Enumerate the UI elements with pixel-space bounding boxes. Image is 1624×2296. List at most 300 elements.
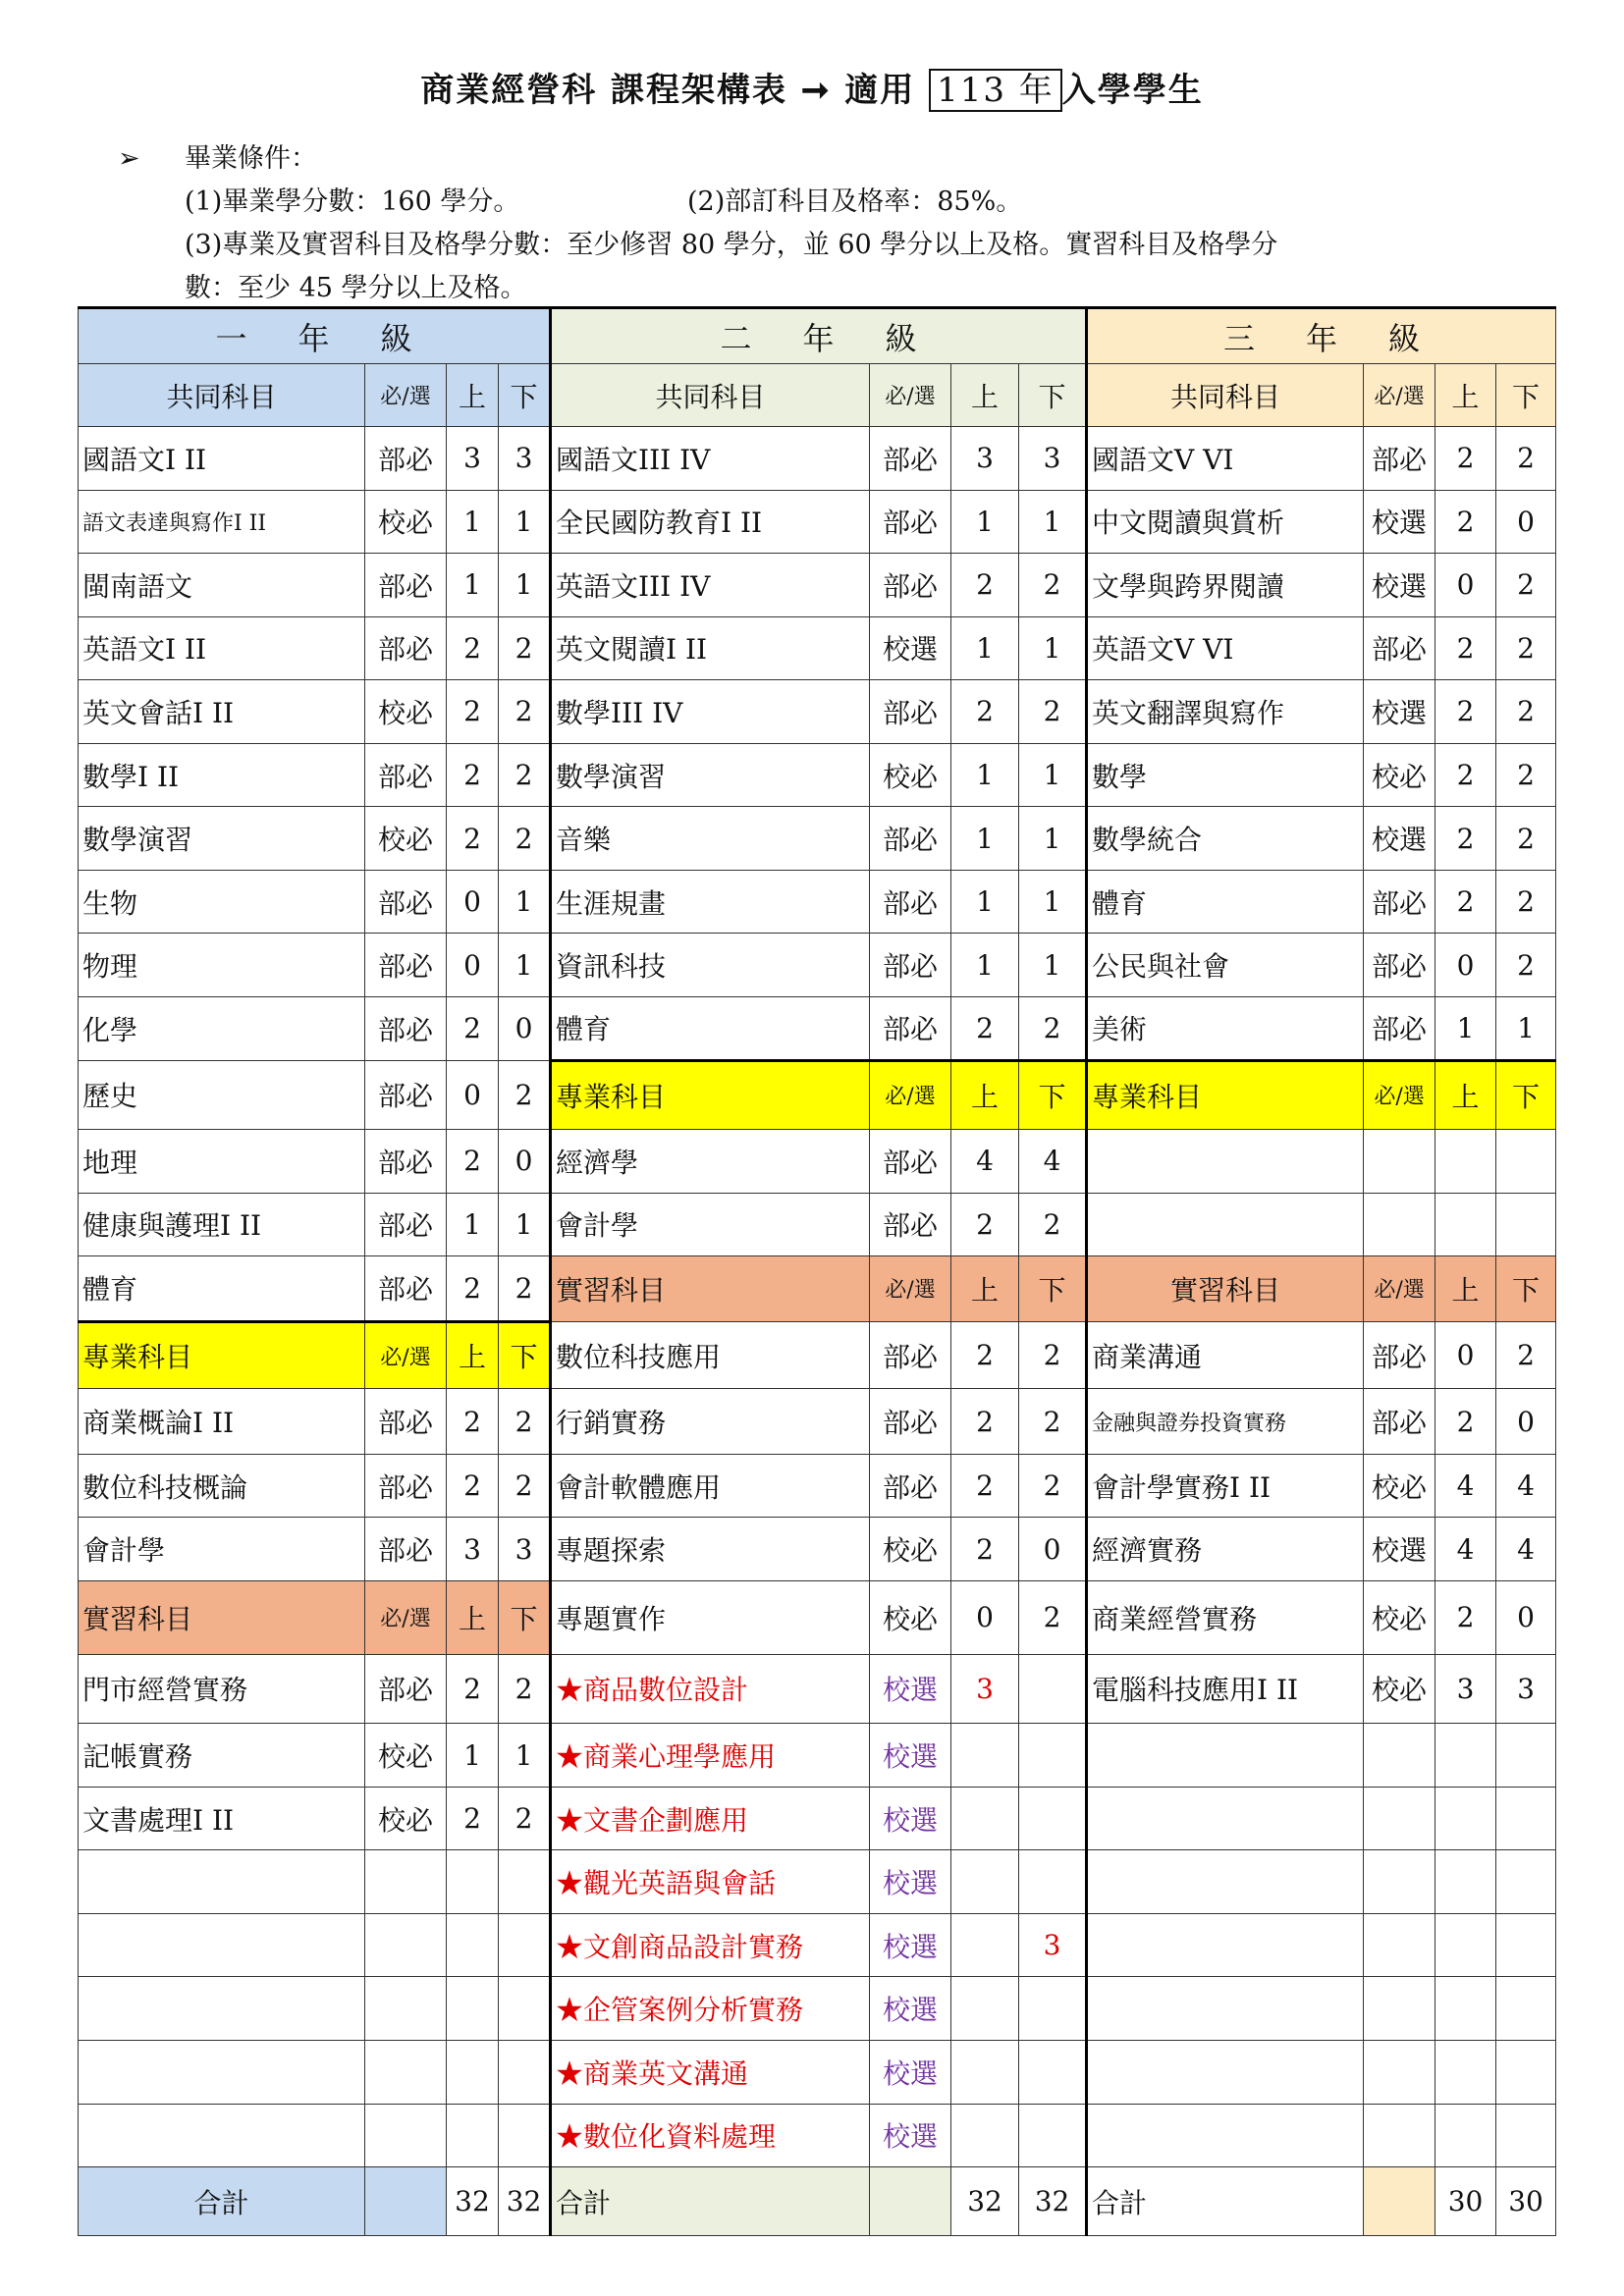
subject-cell: 英文閱讀I II <box>551 616 870 680</box>
col-type: 必/選 <box>365 1321 447 1389</box>
type-cell: 部必 <box>1364 934 1435 997</box>
subject-cell: 門市經營實務 <box>79 1654 365 1724</box>
credit-up: 3 <box>447 427 499 491</box>
credit-up: 1 <box>951 743 1019 807</box>
credit-up: 1 <box>951 807 1019 871</box>
elective-subject: ★企管案例分析實務 <box>551 1977 870 2041</box>
credit-up: 0 <box>447 1060 499 1130</box>
type-cell: 校必 <box>1364 743 1435 807</box>
credit-down <box>1496 2104 1556 2167</box>
subject-cell: 公民與社會 <box>1087 934 1364 997</box>
credit-up <box>1435 1977 1496 2041</box>
type-cell: 校必 <box>870 743 951 807</box>
elective-subject: ★文書企劃應用 <box>551 1787 870 1850</box>
type-cell <box>365 2040 447 2104</box>
credit-up: 3 <box>951 427 1019 491</box>
type-cell: 部必 <box>365 1454 447 1518</box>
total-row <box>79 2167 1556 2236</box>
elective-subject: ★文創商品設計實務 <box>551 1913 870 1977</box>
credit-down: 1 <box>499 870 551 934</box>
table-row <box>79 1193 1556 1256</box>
credit-up: 2 <box>1435 616 1496 680</box>
type-cell: 校選 <box>870 2040 951 2104</box>
credit-up: 3 <box>951 1654 1019 1724</box>
col-down: 下 <box>1019 1060 1087 1130</box>
subject-cell: 體育 <box>79 1256 365 1322</box>
subject-cell <box>1087 1787 1364 1850</box>
type-cell: 校必 <box>365 1787 447 1850</box>
table-row <box>79 554 1556 617</box>
total-down: 30 <box>1496 2167 1556 2236</box>
table-row <box>79 680 1556 744</box>
credit-up: 2 <box>447 743 499 807</box>
col-type: 必/選 <box>870 1256 951 1322</box>
col-up: 上 <box>447 1581 499 1655</box>
grade-3-header: 三年級 <box>1087 308 1556 364</box>
col-down: 下 <box>499 1581 551 1655</box>
subject-cell <box>79 2040 365 2104</box>
total-up: 32 <box>951 2167 1019 2236</box>
subject-cell: 生物 <box>79 870 365 934</box>
type-cell: 部必 <box>870 1454 951 1518</box>
credit-down: 2 <box>1496 680 1556 744</box>
col-type: 必/選 <box>870 364 951 427</box>
credit-down: 3 <box>1019 427 1087 491</box>
credit-down: 2 <box>499 1389 551 1455</box>
conditions-heading: 畢業條件： <box>185 143 317 174</box>
credit-up: 1 <box>951 934 1019 997</box>
type-cell: 部必 <box>365 1256 447 1322</box>
subject-cell <box>79 1913 365 1977</box>
credit-up <box>1435 1913 1496 1977</box>
condition-3-cont: 數：至少 45 學分以上及格。 <box>185 273 527 303</box>
page-title <box>0 63 1624 111</box>
credit-up <box>1435 1193 1496 1256</box>
subject-cell: 美術 <box>1087 996 1364 1060</box>
credit-up <box>951 1850 1019 1914</box>
subject-cell: 電腦科技應用I II <box>1087 1654 1364 1724</box>
table-row <box>79 1256 1556 1322</box>
credit-up <box>1435 1130 1496 1194</box>
table-row <box>79 2104 1556 2167</box>
total-down: 32 <box>1019 2167 1087 2236</box>
credit-down <box>1496 1977 1556 2041</box>
type-cell: 部必 <box>1364 996 1435 1060</box>
table-row <box>79 870 1556 934</box>
subject-cell: 經濟實務 <box>1087 1518 1364 1581</box>
subject-cell: 金融與證券投資實務 <box>1087 1389 1364 1455</box>
table-row <box>79 1518 1556 1581</box>
table-row <box>79 1454 1556 1518</box>
credit-up: 3 <box>447 1518 499 1581</box>
credit-up: 0 <box>951 1581 1019 1655</box>
title-suffix: 入學學生 <box>1061 71 1204 110</box>
credit-down: 2 <box>499 1654 551 1724</box>
col-type: 必/選 <box>1364 1256 1435 1322</box>
col-down: 下 <box>499 364 551 427</box>
subject-cell: 經濟學 <box>551 1130 870 1194</box>
credit-up <box>951 1724 1019 1788</box>
credit-up: 2 <box>951 680 1019 744</box>
table-row <box>79 1977 1556 2041</box>
type-cell: 校必 <box>1364 1581 1435 1655</box>
credit-up <box>447 2040 499 2104</box>
subject-cell <box>1087 1193 1364 1256</box>
type-cell <box>365 1913 447 1977</box>
credit-down: 2 <box>1019 1321 1087 1389</box>
subject-cell: 英語文V VI <box>1087 616 1364 680</box>
column-header-row <box>79 364 1556 427</box>
type-cell: 校選 <box>870 1977 951 2041</box>
type-cell: 校選 <box>1364 490 1435 554</box>
type-cell: 部必 <box>365 1389 447 1455</box>
condition-1: (1)畢業學分數：160 學分。 <box>185 187 520 217</box>
type-cell: 部必 <box>365 1654 447 1724</box>
section-pro-header: 專業科目 <box>79 1321 365 1389</box>
type-cell: 部必 <box>870 554 951 617</box>
type-cell: 校選 <box>870 2104 951 2167</box>
credit-up <box>447 1850 499 1914</box>
credit-down: 0 <box>1496 490 1556 554</box>
col-down: 下 <box>499 1321 551 1389</box>
subject-cell: 英文翻譯與寫作 <box>1087 680 1364 744</box>
credit-up: 0 <box>1435 1321 1496 1389</box>
credit-up: 2 <box>447 616 499 680</box>
type-cell <box>1364 1787 1435 1850</box>
subject-cell: 健康與護理I II <box>79 1193 365 1256</box>
type-cell: 部必 <box>870 870 951 934</box>
credit-down <box>1019 1787 1087 1850</box>
credit-up: 2 <box>1435 680 1496 744</box>
curriculum-table <box>78 306 1556 2236</box>
credit-up: 0 <box>1435 554 1496 617</box>
credit-down <box>1496 1913 1556 1977</box>
table-row <box>79 1724 1556 1788</box>
credit-down: 2 <box>1496 870 1556 934</box>
credit-down <box>1496 1787 1556 1850</box>
elective-subject: ★商業心理學應用 <box>551 1724 870 1788</box>
type-cell: 校選 <box>870 1724 951 1788</box>
credit-down: 1 <box>499 490 551 554</box>
table-row <box>79 934 1556 997</box>
credit-down: 2 <box>1496 1321 1556 1389</box>
table-row <box>79 996 1556 1060</box>
credit-down <box>1496 1850 1556 1914</box>
subject-cell <box>1087 2104 1364 2167</box>
subject-cell: 會計學 <box>79 1518 365 1581</box>
type-cell: 校必 <box>870 1581 951 1655</box>
credit-up: 2 <box>1435 743 1496 807</box>
credit-down: 2 <box>1019 1581 1087 1655</box>
credit-down: 1 <box>1019 807 1087 871</box>
credit-down <box>499 1977 551 2041</box>
total-up: 32 <box>447 2167 499 2236</box>
type-cell: 校必 <box>365 490 447 554</box>
title-year: 113 年 <box>929 69 1062 112</box>
subject-cell <box>1087 1977 1364 2041</box>
col-down: 下 <box>1496 1060 1556 1130</box>
credit-down: 2 <box>499 680 551 744</box>
type-cell: 部必 <box>870 427 951 491</box>
credit-down <box>1019 1850 1087 1914</box>
credit-down: 2 <box>1019 1193 1087 1256</box>
credit-up: 3 <box>1435 1654 1496 1724</box>
credit-up: 2 <box>447 1389 499 1455</box>
subject-cell <box>79 2104 365 2167</box>
credit-down: 0 <box>1496 1389 1556 1455</box>
type-cell: 部必 <box>365 870 447 934</box>
subject-cell: 商業概論I II <box>79 1389 365 1455</box>
table-row <box>79 616 1556 680</box>
col-type: 必/選 <box>365 1581 447 1655</box>
type-cell: 部必 <box>365 1193 447 1256</box>
type-cell: 校必 <box>1364 1654 1435 1724</box>
credit-up: 2 <box>951 1193 1019 1256</box>
type-cell: 校必 <box>1364 1454 1435 1518</box>
subject-cell: 數學I II <box>79 743 365 807</box>
col-type: 必/選 <box>1364 364 1435 427</box>
subject-cell: 數學統合 <box>1087 807 1364 871</box>
col-up: 上 <box>951 1256 1019 1322</box>
table-row <box>79 743 1556 807</box>
type-cell <box>1364 2040 1435 2104</box>
type-cell: 部必 <box>365 743 447 807</box>
subject-cell: 歷史 <box>79 1060 365 1130</box>
section-prac-header: 實習科目 <box>551 1256 870 1322</box>
credit-down <box>1019 1724 1087 1788</box>
credit-up: 2 <box>447 680 499 744</box>
type-cell: 校必 <box>870 1518 951 1581</box>
type-cell: 部必 <box>870 1321 951 1389</box>
subject-cell <box>1087 1913 1364 1977</box>
elective-subject: ★觀光英語與會話 <box>551 1850 870 1914</box>
subject-cell: 國語文I II <box>79 427 365 491</box>
credit-down <box>1019 2040 1087 2104</box>
col-type: 必/選 <box>365 364 447 427</box>
credit-down: 2 <box>499 1787 551 1850</box>
table-row <box>79 1321 1556 1389</box>
type-cell: 校選 <box>1364 1518 1435 1581</box>
credit-up: 4 <box>951 1130 1019 1194</box>
credit-down: 1 <box>499 1193 551 1256</box>
credit-up <box>1435 2040 1496 2104</box>
type-cell: 部必 <box>365 1518 447 1581</box>
type-cell <box>1364 1724 1435 1788</box>
credit-up <box>1435 1850 1496 1914</box>
subject-cell: 數位科技概論 <box>79 1454 365 1518</box>
col-up: 上 <box>951 364 1019 427</box>
col-down: 下 <box>1019 364 1087 427</box>
credit-up <box>951 1787 1019 1850</box>
grade-1-header: 一年級 <box>79 308 551 364</box>
grade-header-row <box>79 308 1556 364</box>
type-cell: 校選 <box>870 616 951 680</box>
credit-down: 1 <box>1496 996 1556 1060</box>
col-type: 必/選 <box>870 1060 951 1130</box>
credit-down <box>1019 1977 1087 2041</box>
credit-down: 2 <box>499 1454 551 1518</box>
credit-down: 2 <box>1496 427 1556 491</box>
subject-cell: 物理 <box>79 934 365 997</box>
credit-up <box>447 2104 499 2167</box>
credit-down: 2 <box>1496 554 1556 617</box>
type-cell <box>1364 2104 1435 2167</box>
subject-cell: 文學與跨界閱讀 <box>1087 554 1364 617</box>
subject-cell: 會計學實務I II <box>1087 1454 1364 1518</box>
table-row <box>79 1581 1556 1655</box>
credit-up <box>447 1913 499 1977</box>
total-down: 32 <box>499 2167 551 2236</box>
credit-up: 2 <box>447 1654 499 1724</box>
col-up: 上 <box>951 1060 1019 1130</box>
section-pro-header: 專業科目 <box>1087 1060 1364 1130</box>
type-cell <box>1364 1130 1435 1194</box>
credit-down: 2 <box>499 807 551 871</box>
credit-down: 2 <box>1496 807 1556 871</box>
type-cell: 校選 <box>1364 680 1435 744</box>
total-type-empty <box>870 2167 951 2236</box>
table-row <box>79 807 1556 871</box>
type-cell: 校選 <box>870 1913 951 1977</box>
table-row <box>79 1913 1556 1977</box>
credit-down: 4 <box>1019 1130 1087 1194</box>
type-cell: 部必 <box>870 807 951 871</box>
type-cell: 部必 <box>365 427 447 491</box>
credit-down <box>1496 1724 1556 1788</box>
type-cell: 部必 <box>870 1193 951 1256</box>
credit-up <box>1435 2104 1496 2167</box>
credit-down: 2 <box>499 1256 551 1322</box>
credit-up <box>1435 1724 1496 1788</box>
credit-up: 1 <box>951 616 1019 680</box>
credit-down <box>499 1850 551 1914</box>
credit-up: 2 <box>951 1321 1019 1389</box>
table-row <box>79 1850 1556 1914</box>
title-prefix: 商業經營科 課程架構表 ➞ 適用 <box>420 71 916 110</box>
type-cell <box>1364 1850 1435 1914</box>
credit-up <box>1435 1787 1496 1850</box>
total-label: 合計 <box>79 2167 365 2236</box>
subject-cell <box>1087 1724 1364 1788</box>
credit-down: 1 <box>1019 870 1087 934</box>
col-subject: 共同科目 <box>79 364 365 427</box>
type-cell: 校選 <box>1364 554 1435 617</box>
credit-down: 2 <box>499 616 551 680</box>
type-cell: 部必 <box>870 996 951 1060</box>
credit-up <box>951 1913 1019 1977</box>
credit-down: 1 <box>1019 934 1087 997</box>
credit-down: 3 <box>1496 1654 1556 1724</box>
credit-down: 2 <box>1019 1389 1087 1455</box>
subject-cell: 商業溝通 <box>1087 1321 1364 1389</box>
credit-down: 0 <box>499 1130 551 1194</box>
type-cell: 部必 <box>365 554 447 617</box>
credit-up: 1 <box>1435 996 1496 1060</box>
total-type-empty <box>365 2167 447 2236</box>
credit-up: 2 <box>447 996 499 1060</box>
subject-cell: 數學演習 <box>551 743 870 807</box>
subject-cell: 英文會話I II <box>79 680 365 744</box>
section-prac-header: 實習科目 <box>79 1581 365 1655</box>
table-row <box>79 1389 1556 1455</box>
credit-down: 3 <box>1019 1913 1087 1977</box>
table-row <box>79 490 1556 554</box>
credit-up: 4 <box>1435 1454 1496 1518</box>
credit-down: 3 <box>499 1518 551 1581</box>
credit-up: 2 <box>951 1518 1019 1581</box>
credit-down <box>1496 2040 1556 2104</box>
total-type-empty <box>1364 2167 1435 2236</box>
credit-down: 1 <box>499 934 551 997</box>
type-cell: 部必 <box>365 616 447 680</box>
col-down: 下 <box>1496 364 1556 427</box>
subject-cell <box>79 1850 365 1914</box>
section-prac-header: 實習科目 <box>1087 1256 1364 1322</box>
subject-cell: 化學 <box>79 996 365 1060</box>
subject-cell: 資訊科技 <box>551 934 870 997</box>
col-subject: 共同科目 <box>1087 364 1364 427</box>
credit-up: 2 <box>447 1787 499 1850</box>
credit-up: 2 <box>447 1454 499 1518</box>
credit-down: 1 <box>499 554 551 617</box>
credit-down: 1 <box>1019 616 1087 680</box>
type-cell: 校選 <box>1364 807 1435 871</box>
credit-down: 2 <box>1019 996 1087 1060</box>
type-cell <box>1364 1193 1435 1256</box>
subject-cell: 英語文III IV <box>551 554 870 617</box>
credit-down: 0 <box>1019 1518 1087 1581</box>
credit-down <box>1019 1654 1087 1724</box>
subject-cell: 數學演習 <box>79 807 365 871</box>
type-cell: 校必 <box>365 1724 447 1788</box>
subject-cell: 專題探索 <box>551 1518 870 1581</box>
credit-down <box>499 1913 551 1977</box>
col-down: 下 <box>1019 1256 1087 1322</box>
type-cell: 部必 <box>1364 1389 1435 1455</box>
credit-up <box>951 1977 1019 2041</box>
subject-cell: 閩南語文 <box>79 554 365 617</box>
subject-cell <box>1087 2040 1364 2104</box>
type-cell: 校必 <box>365 680 447 744</box>
type-cell: 部必 <box>1364 427 1435 491</box>
subject-cell: 全民國防教育I II <box>551 490 870 554</box>
grade-2-header: 二年級 <box>551 308 1087 364</box>
credit-up: 2 <box>951 1454 1019 1518</box>
credit-down <box>499 2040 551 2104</box>
subject-cell: 英語文I II <box>79 616 365 680</box>
credit-down: 2 <box>1019 680 1087 744</box>
col-type: 必/選 <box>1364 1060 1435 1130</box>
credit-down: 2 <box>499 1060 551 1130</box>
type-cell: 校選 <box>870 1787 951 1850</box>
credit-up: 2 <box>1435 427 1496 491</box>
subject-cell <box>1087 1850 1364 1914</box>
condition-3: (3)專業及實習科目及格學分數：至少修習 80 學分，並 60 學分以上及格。實習科目及格學分 <box>185 230 1278 260</box>
credit-down: 4 <box>1496 1454 1556 1518</box>
type-cell: 部必 <box>365 934 447 997</box>
credit-down: 3 <box>499 427 551 491</box>
credit-up: 2 <box>1435 490 1496 554</box>
credit-down: 0 <box>499 996 551 1060</box>
credit-up: 2 <box>951 996 1019 1060</box>
credit-down: 1 <box>499 1724 551 1788</box>
table-row <box>79 2040 1556 2104</box>
subject-cell: 國語文III IV <box>551 427 870 491</box>
table-row <box>79 1654 1556 1724</box>
credit-up: 2 <box>1435 1389 1496 1455</box>
subject-cell: 行銷實務 <box>551 1389 870 1455</box>
subject-cell: 語文表達與寫作I II <box>79 490 365 554</box>
